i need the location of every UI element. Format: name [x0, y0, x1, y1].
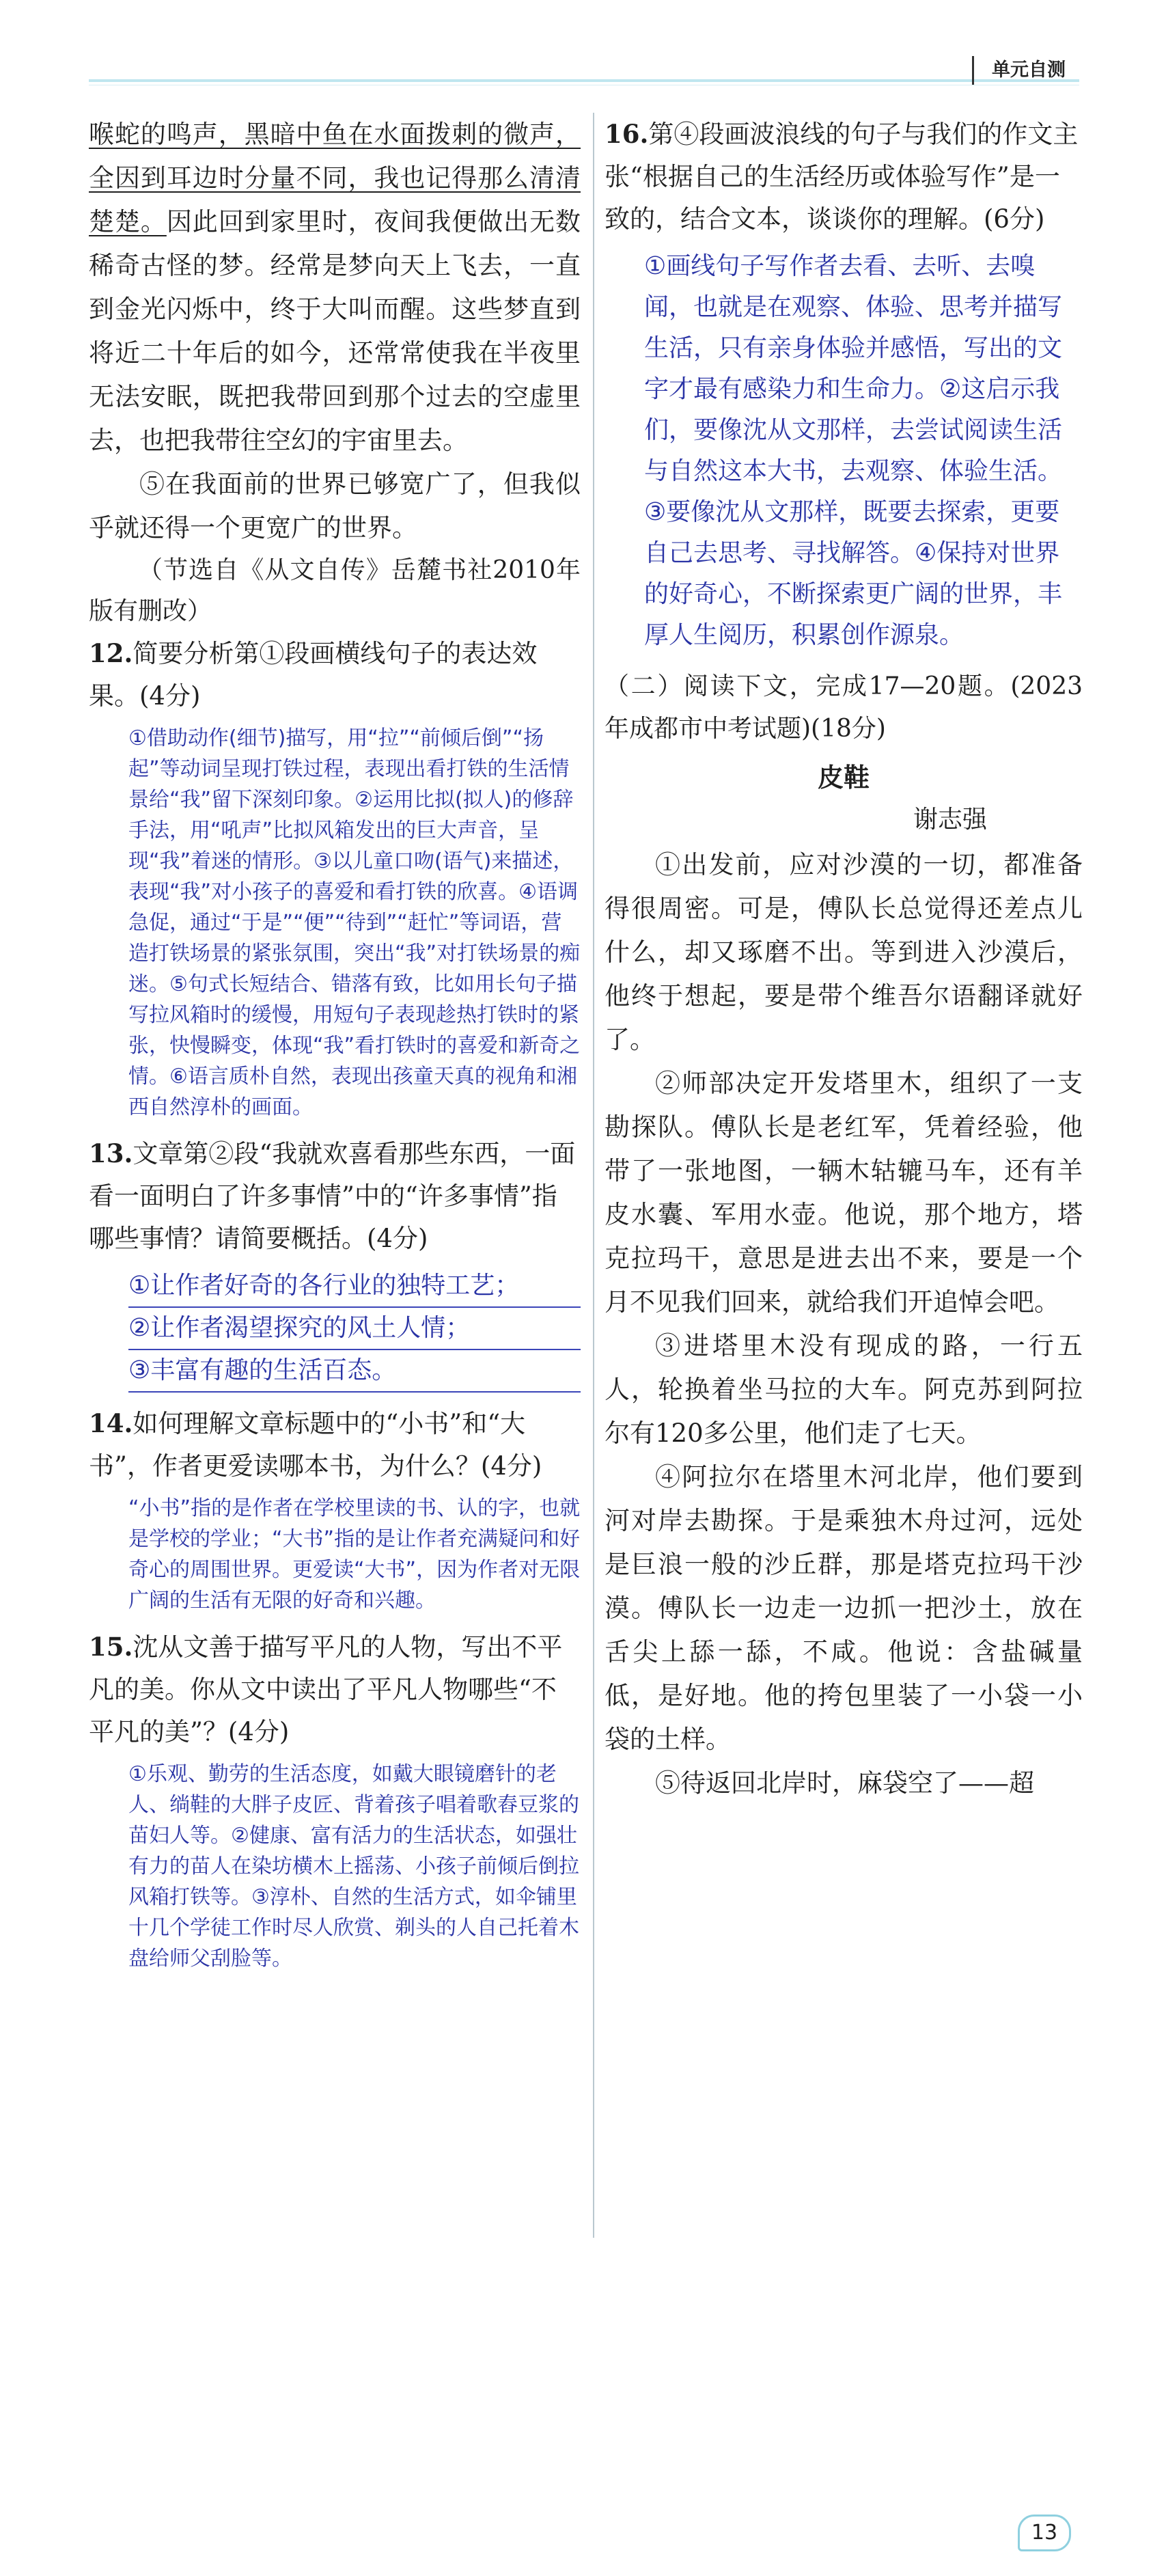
reading-paragraph-4: ④阿拉尔在塔里木河北岸，他们要到河对岸去勘探。于是乘独木舟过河，远处是巨浪一般的沙丘群，那是塔克拉玛干沙漠。傅队长一边走一边抓一把沙土，放在舌尖上舔一舔，不咸。他说：含盐碱量低，是好地。他的挎包里装了一小袋一小袋的土样。	[605, 1462, 1083, 1754]
underlined-sentence: 喉蛇的鸣声，黑暗中鱼在水面拨刺的微声，全因到耳边时分量不同，我也记得那么清清楚楚。	[89, 120, 581, 236]
left-column	[89, 113, 581, 1984]
answer-12: ①借助动作(细节)描写，用“拉”“前倾后倒”“扬起”等动词呈现打铁过程，表现出看打铁的生活情景给“我”留下深刻印象。②运用比拟(拟人)的修辞手法，用“吼声”比拟风箱发出的巨大声音，呈现“我”着迷的情形。③以儿童口吻(语气)来描述，表现“我”对小孩子的喜爱和看打铁的欣喜。④语调急促，通过“于是”“便”“待到”“赶忙”等词语，营造打铁场景的紧张氛围，突出“我”对打铁场景的痴迷。⑤句式长短结合、错落有致，比如用长句子描写拉风箱时的缓慢，用短句子表现趁热打铁时的紧张，快慢瞬变，体现“我”看打铁时的喜爱和新奇之情。⑥语言质朴自然，表现出孩童天真的视角和湘西自然淳朴的画面。	[128, 726, 581, 1119]
answer-15: ①乐观、勤劳的生活态度，如戴大眼镜磨针的老人、绱鞋的大胖子皮匠、背着孩子唱着歌舂豆浆的苗妇人等。②健康、富有活力的生活状态，如强壮有力的苗人在染坊横木上摇荡、小孩子前倾后倒拉风箱打铁等。③淳朴、自然的生活方式，如伞铺里十几个学徒工作时尽人欣赏、剃头的人自己托着木盘给师父刮脸等。	[128, 1762, 579, 1971]
passage-paragraph-5: ⑤在我面前的世界已够宽广了，但我似乎就还得一个更宽广的世界。	[89, 469, 581, 543]
answer-13	[89, 1265, 581, 1393]
question-text: 如何理解文章标题中的“小书”和“大书”，作者更爱读哪本书，为什么？(4分)	[89, 1409, 542, 1481]
question-text: 简要分析第①段画横线句子的表达效果。(4分)	[89, 639, 538, 711]
question-text: 文章第②段“我就欢喜看那些东西，一面看一面明白了许多事情”中的“许多事情”指哪些事情？请简要概括。(4分)	[89, 1139, 576, 1253]
answer-16: ①画线句子写作者去看、去听、去嗅闻，也就是在观察、体验、思考并描写生活，只有亲身体验并感悟，写出的文字才最有感染力和生命力。②这启示我们，要像沈从文那样，去尝试阅读生活与自然这本大书，去观察、体验生活。③要像沈从文那样，既要去探索，更要自己去思考、寻找解答。④保持对世界的好奇心，不断探索更广阔的世界，丰厚人生阅历，积累创作源泉。	[644, 252, 1063, 649]
answer-line: ①让作者好奇的各行业的独特工艺；	[128, 1265, 581, 1308]
passage-paragraph-continued	[89, 113, 581, 463]
source-note: （节选自《从文自传》岳麓书社2010年版有删改）	[89, 556, 581, 625]
reading-paragraph-1: ①出发前，应对沙漠的一切，都准备得很周密。可是，傅队长总觉得还差点儿什么，却又琢磨不出。等到进入沙漠后，他终于想起，要是带个维吾尔语翻译就好了。	[605, 850, 1083, 1054]
question-text: 沈从文善于描写平凡的人物，写出不平凡的美。你从文中读出了平凡人物哪些“不平凡的美”？(4分)	[89, 1632, 563, 1746]
question-text: 第④段画波浪线的句子与我们的作文主张“根据自己的生活经历或体验写作”是一致的，结合文本，谈谈你的理解。(6分)	[605, 120, 1079, 234]
question-number: 15.	[89, 1632, 133, 1662]
reading-paragraph-5: ⑤待返回北岸时，麻袋空了——超	[655, 1768, 1034, 1798]
column-divider	[593, 113, 594, 2238]
unit-tag: 单元自测	[972, 56, 1083, 85]
question-number: 12.	[89, 638, 133, 668]
question-number: 14.	[89, 1408, 133, 1438]
reading-paragraph-2: ②师部决定开发塔里木，组织了一支勘探队。傅队长是老红军，凭着经验，他带了一张地图，一辆木轱辘马车，还有羊皮水囊、军用水壶。他说，那个地方，塔克拉玛干，意思是进去出不来，要是一个月不见我们回来，就给我们开追悼会吧。	[605, 1069, 1083, 1317]
question-14	[89, 1402, 581, 1488]
answer-14: “小书”指的是作者在学校里读的书、认的字，也就是学校的学业；“大书”指的是让作者充满疑问和好奇心的周围世界。更爱读“大书”，因为作者对无限广阔的生活有无限的好奇和兴趣。	[128, 1496, 581, 1613]
passage-text: 因此回到家里时，夜间我便做出无数稀奇古怪的梦。经常是梦向天上飞去，一直到金光闪烁中，终于大叫而醒。这些梦直到将近二十年后的如今，还常常使我在半夜里无法安眠，既把我带回到那个过去的空虚里去，也把我带往空幻的宇宙里去。	[89, 207, 581, 455]
question-number: 13.	[89, 1138, 133, 1168]
answer-line: ③丰富有趣的生活百态。	[128, 1350, 581, 1393]
reading-paragraph-3: ③进塔里木没有现成的路，一行五人，轮换着坐马拉的大车。阿克苏到阿拉尔有120多公里，他们走了七天。	[605, 1331, 1083, 1448]
article-title: 皮鞋	[817, 763, 870, 793]
question-15	[89, 1626, 581, 1753]
question-16	[605, 113, 1083, 241]
question-12	[89, 632, 581, 717]
question-13	[89, 1132, 581, 1260]
page-number: 13	[1018, 2515, 1071, 2551]
header-rule	[89, 79, 1079, 82]
article-author: 谢志强	[913, 806, 987, 834]
question-number: 16.	[605, 119, 649, 149]
section-heading: （二）阅读下文，完成17—20题。(2023年成都市中考试题)(18分)	[605, 672, 1083, 743]
right-column	[605, 113, 1083, 1805]
answer-line: ②让作者渴望探究的风土人情；	[128, 1308, 581, 1350]
